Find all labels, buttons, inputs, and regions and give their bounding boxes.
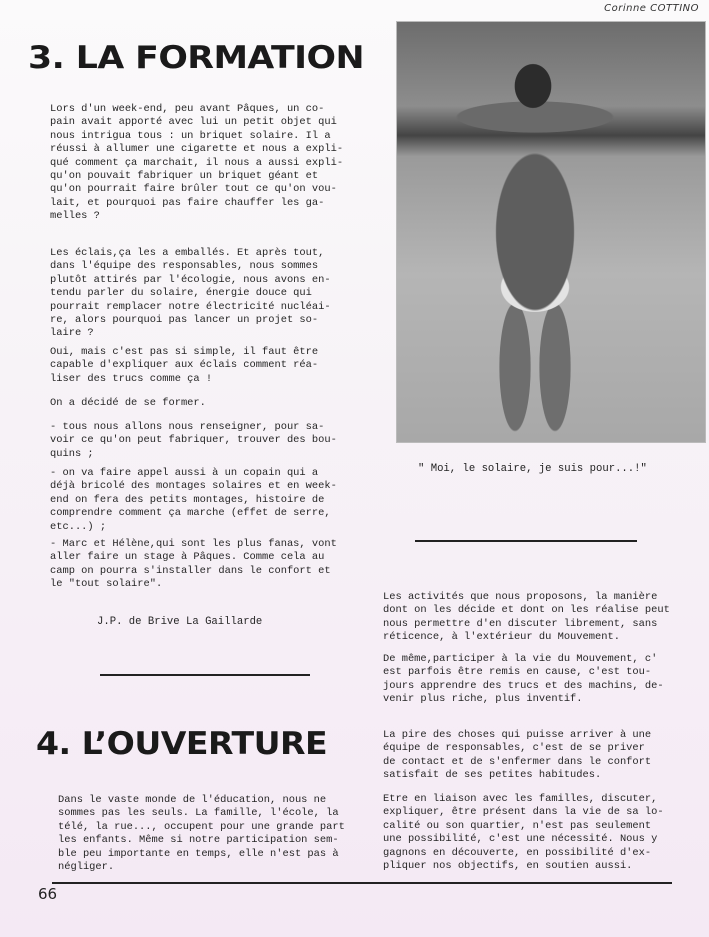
section-3-paragraph-3: Oui, mais c'est pas si simple, il faut être capable d'expliquer aux éclais comment réa- liser des trucs comme ça ! xyxy=(50,346,319,385)
section-3-paragraph-5: - tous nous allons nous renseigner, pour sa- voir ce qu'on peut fabriquer, trouver des bou- quins ; xyxy=(50,421,337,460)
right-paragraph-2: De même,participer à la vie du Mouvement, c' est parfois être remis en cause, c'est tou- jours apprendre des trucs et des machins, de- venir plus riche, plus inventif. xyxy=(383,653,664,706)
divider-rule xyxy=(100,674,310,676)
section-3-paragraph-6: - on va faire appel aussi à un copain qui a déjà bricolé des montages solaires et en week- end on fera des petits montages, histoire de comprendre comment ça marche (effet de serre, etc...) ; xyxy=(50,467,337,533)
photo-caption: " Moi, le solaire, je suis pour...!" xyxy=(418,463,647,475)
footer-rule xyxy=(52,882,672,884)
section-3-paragraph-2: Les éclais,ça les a emballés. Et après tout, dans l'équipe des responsables, nous sommes plutôt attirés par l'écologie, nous avons en- tendu parler du solaire, énergie douce qui pourrait remplacer notre électricité nucléai- re, alors pourquoi pas lancer un projet so- laire ? xyxy=(50,247,331,340)
right-paragraph-4: Etre en liaison avec les familles, discuter, expliquer, être présent dans la vie de sa lo- calité ou son quartier, n'est pas seulement une possibilité, c'est une nécessité. Nous y gagnons en découverte, en possibilité d'ex- pliquer nos objectifs, en soutien aussi. xyxy=(383,793,664,873)
section-3-paragraph-1: Lors d'un week-end, peu avant Pâques, un co- pain avait apporté avec lui un petit objet qui nous intrigua tous : un briquet solaire. Il a réussi à allumer une cigarette et nous a expli- qué comment ça marchait, il nous a aussi expli- qu'on pouvait fabriquer un briquet géant et qu'on pourrait faire brûler tout ce qu'on vou- lait, et pourquoi pas faire chauffer les ga- melles ? xyxy=(50,103,344,223)
divider-rule xyxy=(415,540,637,542)
section-3-attribution: J.P. de Brive La Gaillarde xyxy=(97,616,263,628)
section-3-paragraph-7: - Marc et Hélène,qui sont les plus fanas, vont aller faire un stage à Pâques. Comme cela au camp on pourra s'installer dans le confort et le "tout solaire". xyxy=(50,538,337,591)
section-4-paragraph-1: Dans le vaste monde de l'éducation, nous ne sommes pas les seuls. La famille, l'école, la télé, la rue..., occupent pour une grande part les enfants. Même si notre participation sem- ble peu importante en temps, elle n'est pas à négliger. xyxy=(58,794,345,874)
right-paragraph-3: La pire des choses qui puisse arriver à une équipe de responsables, c'est de se priver de contact et de s'enfermer dans le confort satisfait de ses petites habitudes. xyxy=(383,729,652,782)
section-3-paragraph-4: On a décidé de se former. xyxy=(50,397,206,409)
photo-child-on-beach xyxy=(396,21,706,443)
author-signature: Corinne COTTINO xyxy=(604,3,699,14)
page-number: 66 xyxy=(38,885,58,903)
right-paragraph-1: Les activités que nous proposons, la manière dont on les décide et dont on les réalise peut nous permettre d'en discuter librement, sans réticence, à l'extérieur du Mouvement. xyxy=(383,591,670,644)
section-4-heading: 4. L’OUVERTURE xyxy=(36,726,328,762)
section-3-heading: 3. LA FORMATION xyxy=(28,40,364,76)
